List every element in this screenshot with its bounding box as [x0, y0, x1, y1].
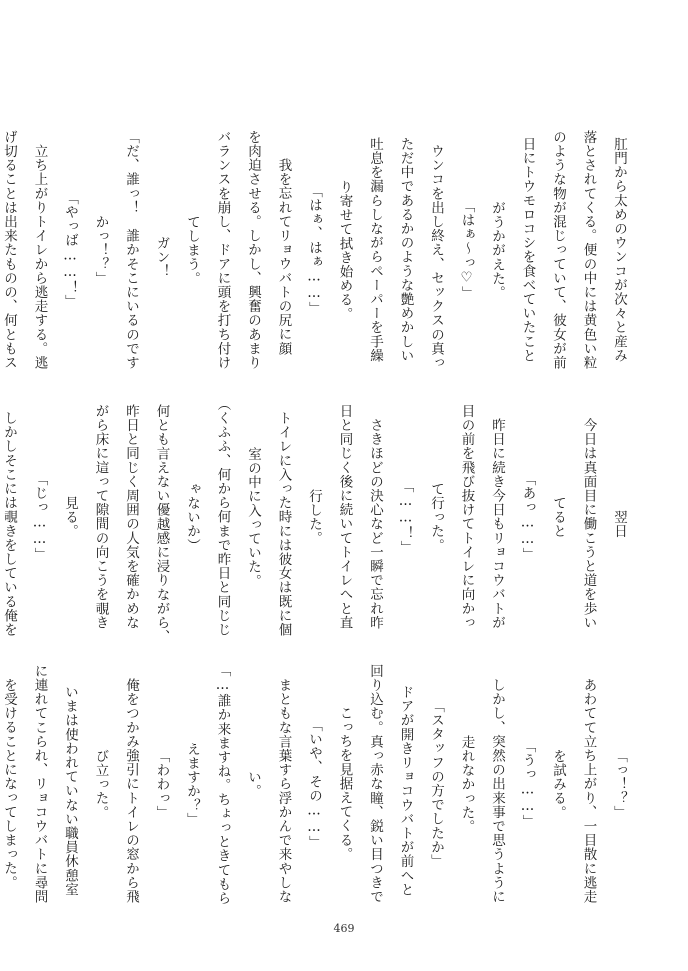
text-column: 昨日と同じく周囲の人気を確かめな	[123, 404, 139, 630]
text-tier-bottom	[1, 645, 627, 923]
text-column: 「っ！？」	[611, 748, 627, 820]
text-column: がら床に這って隙間の向こうを覗き	[92, 404, 109, 630]
text-column: 立ち上がりトイレから逃走する。逃	[31, 130, 48, 370]
text-column: 行した。	[306, 488, 322, 546]
text-tier-top	[1, 111, 627, 389]
text-column: いまは使われていない職員休憩室	[62, 671, 78, 897]
text-column: 「わわっ」	[153, 748, 170, 820]
text-column: 何とも言えない優越感に浸りながら、	[153, 390, 170, 644]
text-column: 回り込む。真っ赤な瞳、鋭い目つきで	[367, 664, 383, 904]
text-column: まともな言葉すら浮かんで来やしな	[275, 664, 292, 904]
text-column: 吐息を漏らしながらペーパーを手繰	[367, 137, 383, 363]
text-column: 室の中に入っていた。	[245, 446, 261, 588]
text-column: 「やっば……！」	[62, 191, 78, 309]
text-column: バランスを崩し、ドアに頭を打ち付け	[214, 130, 231, 370]
text-column: ガン！	[153, 221, 170, 279]
text-column: 我を忘れてリョウバトの尻に顔	[275, 144, 292, 356]
text-column: ただ中であるかのような艶めかしい	[397, 137, 414, 363]
text-column: 肛門から太めのウンコが次々と産み	[611, 137, 627, 363]
text-column: を肉迫させる。しかし、興奮のあまり	[245, 130, 261, 370]
text-column: 「じっ……」	[31, 472, 48, 562]
text-column: ゃないか）	[184, 481, 200, 553]
text-column: えますか？」	[184, 741, 200, 827]
text-column: 「…誰か来ますね。ちょっときてもら	[214, 662, 231, 906]
text-column: び立った。	[92, 748, 109, 820]
text-column: ウンコを出し終え、セックスの真っ	[428, 130, 444, 370]
text-column: しかしそこには覗きをしている俺を	[1, 397, 17, 637]
text-column: 「いや、その……」	[306, 718, 322, 850]
page-number: 469	[333, 922, 355, 935]
text-column: てしまう。	[184, 214, 200, 286]
text-column: 目の前を飛び抜けてトイレに向かっ	[458, 404, 475, 630]
text-column: 日にトウモロコシを食べていたこと	[519, 137, 536, 363]
text-column: り寄せて拭き始める。	[336, 179, 353, 321]
text-column: て行った。	[428, 481, 444, 553]
text-column: てると	[550, 495, 566, 539]
text-column: 走れなかった。	[458, 734, 475, 834]
text-column: を受けることになってしまった。	[1, 678, 17, 890]
text-column: （くふふ、何から何まで昨日と同じじ	[214, 397, 231, 637]
text-column: 今日は真面目に働こうと道を歩い	[580, 404, 597, 630]
text-column: 「だ、誰っ！ 誰かそこにいるのです	[123, 130, 139, 370]
text-column: 俺をつかみ強引にトイレの窓から飛	[123, 664, 139, 904]
text-column: 落とされてくる。便の中には黄色い粒	[580, 130, 597, 370]
text-column: い。	[245, 769, 261, 799]
text-column: 日と同じく後に続いてトイレへと直	[336, 404, 353, 630]
text-column: を試みる。	[550, 748, 566, 820]
text-column: 見る。	[62, 495, 78, 539]
text-column: しかし、突然の出来事で思うように	[489, 664, 505, 904]
text-column: 「スタッフの方でしたか」	[428, 699, 444, 869]
text-column: 「……！」	[397, 479, 414, 555]
text-column: さきほどの決心など一瞬で忘れ昨	[367, 404, 383, 630]
text-column: あわてて立ち上がり、一目散に逃走	[580, 664, 597, 904]
text-column: 「はぁ～っ♡」	[458, 199, 475, 301]
text-tier-middle	[1, 378, 627, 656]
text-column: がうかがえた。	[489, 200, 505, 300]
text-column: こっちを見据えてくる。	[336, 706, 353, 862]
text-column: に連れてこられ、リョコウバトに尋問	[31, 664, 48, 904]
text-column: 翌日	[611, 495, 627, 539]
text-column: 「はぁ、はぁ……」	[306, 184, 322, 316]
text-column: かっ！？」	[92, 214, 109, 286]
text-column: 「うっ……」	[519, 739, 536, 829]
text-column: 「あっ……」	[519, 472, 536, 562]
text-column: トイレに入った時には彼女は既に個	[275, 397, 292, 637]
text-column: のような物が混じっていて、彼女が前	[550, 130, 566, 370]
text-column: 昨日に続き今日もリョコウバトが	[489, 404, 505, 630]
text-column: ドアが開きリョコウバトが前へと	[397, 671, 414, 897]
text-column: げ切ることは出来たものの、何ともス	[1, 130, 17, 370]
